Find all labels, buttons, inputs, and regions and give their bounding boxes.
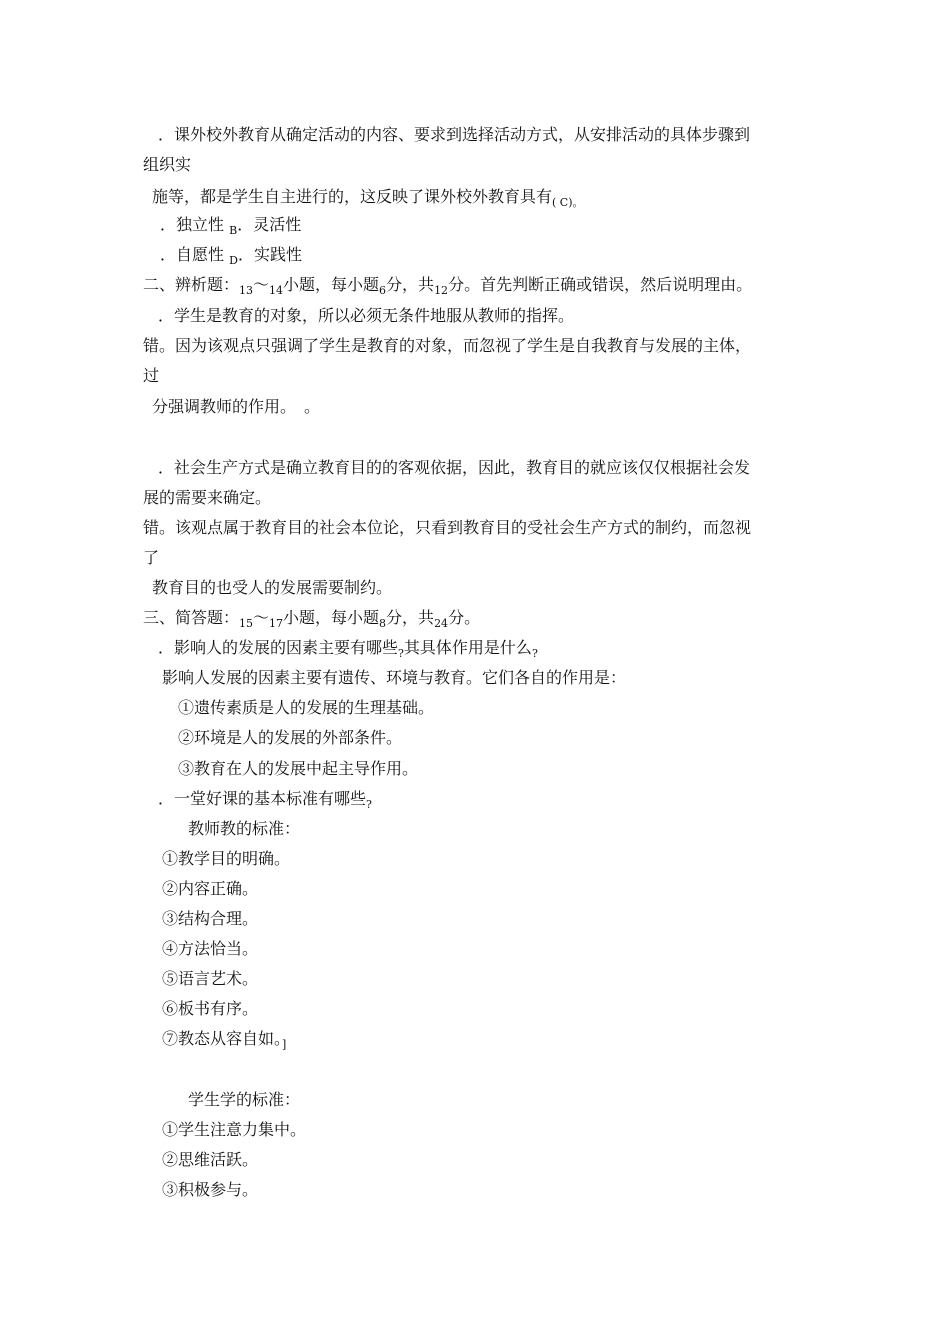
question-text: 展的需要来确定。 (143, 488, 272, 507)
question-text: ．影响人的发展的因素主要有哪些$_?$其具体作用是什么$_?$ (158, 638, 538, 660)
list-item: ②环境是人的发展的外部条件。 (178, 728, 403, 747)
question-text: ．社会生产方式是确立教育目的的客观依据，因此，教育目的就应该仅仅根据社会发 (158, 458, 751, 477)
answer-text: 影响人发展的因素主要有遗传、环境与教育。它们各自的作用是： (162, 668, 627, 687)
answer-text: 错。该观点属于教育目的社会本位论，只看到教育目的受社会生产方式的制约，而忽视 (143, 518, 752, 537)
list-item: ①遗传素质是人的发展的生理基础。 (178, 698, 435, 717)
question-text: 施等，都是学生自主进行的，这反映了课外校外教育具有$_{( C)。}$ (152, 187, 584, 209)
subheading: 学生学的标准： (188, 1090, 301, 1109)
list-item: ②思维活跃。 (162, 1150, 259, 1169)
answer-text: 教育目的也受人的发展需要制约。 (152, 578, 393, 597)
list-item: ③结构合理。 (162, 909, 259, 928)
option-line: ．自愿性 $_D$．实践性 (160, 245, 302, 267)
option-line: ．独立性 $_B$．灵活性 (160, 215, 302, 237)
list-item: ⑦教态从容自如。$_]$ (162, 1029, 287, 1051)
list-item: ⑤语言艺术。 (162, 969, 259, 988)
answer-text: 了 (143, 548, 160, 567)
list-item: ①学生注意力集中。 (162, 1120, 307, 1139)
question-text: ．学生是教育的对象，所以必须无条件地服从教师的指挥。 (158, 306, 575, 325)
question-text: ．课外校外教育从确定活动的内容、要求到选择活动方式，从安排活动的具体步骤到 (158, 125, 751, 144)
section-heading: 三、简答题：$_{15}\sim_{17}$小题，每小题$_8$分，共$_{24}$分。 (143, 608, 481, 630)
answer-choice: ( C)。 (552, 196, 584, 209)
list-item: ②内容正确。 (162, 879, 259, 898)
question-text: ．一堂好课的基本标准有哪些$_?$ (158, 789, 372, 811)
list-item: ③积极参与。 (162, 1180, 259, 1199)
answer-text: 过 (143, 366, 160, 385)
subheading: 教师教的标准： (188, 819, 301, 838)
answer-text: 错。因为该观点只强调了学生是教育的对象，而忽视了学生是自我教育与发展的主体， (143, 336, 752, 355)
list-item: ①教学目的明确。 (162, 849, 291, 868)
list-item: ⑥板书有序。 (162, 999, 259, 1018)
list-item: ④方法恰当。 (162, 939, 259, 958)
question-text: 组织实 (143, 155, 192, 174)
list-item: ③教育在人的发展中起主导作用。 (178, 759, 419, 778)
answer-text: 分强调教师的作用。 。 (152, 397, 321, 416)
section-heading: 二、辨析题：$_{13}\sim_{14}$小题，每小题$_6$分，共$_{12}$分。首先判断正确或错误，然后说明理由。 (143, 275, 753, 297)
